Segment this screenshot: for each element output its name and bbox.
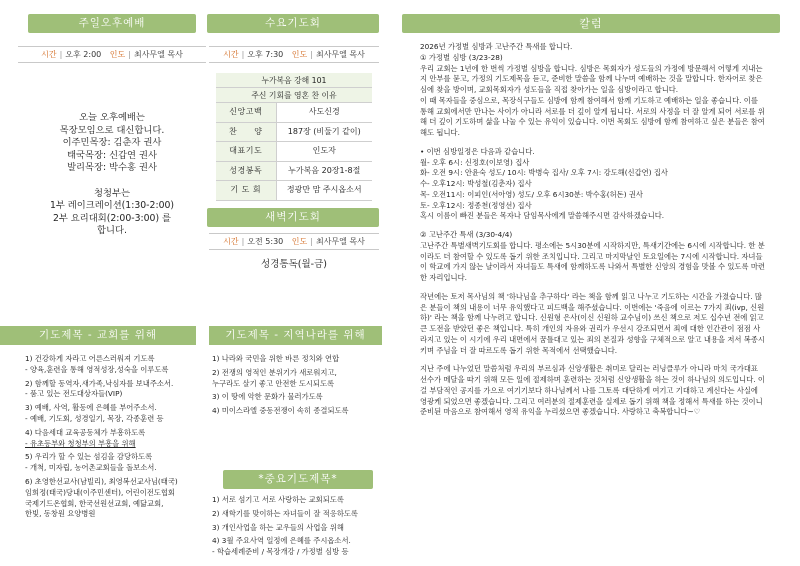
lead-label: 인도 — [291, 50, 308, 59]
list-item: 1) 나라와 국민을 위한 바른 정치와 연합 — [212, 354, 340, 363]
wednesday-time-bar: 시간 | 오후 7:30 인도 | 최사무엘 목사 — [209, 46, 379, 63]
list-item: 3) 개인사업을 하는 교우들의 사업을 위해 — [212, 522, 344, 532]
dawn-header: 새벽기도회 — [207, 208, 379, 227]
row-label: 성경봉독 — [216, 161, 276, 181]
row-value: 187장 (비둘기 같이) — [276, 122, 372, 142]
list-item: 3) 예배, 사역, 활동에 은혜를 부어주소서. - 예배, 기도회, 성경일기, 목장, 각종훈련 등 — [25, 403, 164, 423]
sunday-pm-time-bar: 시간 | 오후 2:00 인도 | 최사무엘 목사 — [18, 46, 206, 63]
dawn-body: 성경통독(월-금) — [261, 259, 327, 270]
table-row — [216, 103, 372, 122]
row-label: 찬 양 — [216, 122, 276, 142]
lead-value: 최사무엘 목사 — [133, 50, 183, 59]
column-paragraph: 지난 주에 나누었던 말씀처럼 우리의 부르심과 신앙생활은 취미로 달리는 러닝클루가 아니라 마치 국가대표 선수가 메달을 따기 위해 모든 일에 절제하며 훈련하는 것처럼 신앙생활을 하는 것이 하나님의 의도입니다. 이걸 부담적인 공지를 가으로 여기기보다 하나님께서 나를 그토록 대단하게 여기고 기대하고 계신다는 사실에 영광케 되었으면 좋겠습니다. 그리고 여러분의 절제훈련을 실제로 돕기 위해 책을 정해서 특새를 하는 것이니 준비된 마음으로 참여해서 영적 유익을 누리셨으면 좋겠습니다. 사랑하고 축복합니다~♡ — [420, 364, 765, 417]
row-label: 기 도 회 — [216, 181, 276, 201]
list-item: - 유초등부와 청청부의 부흥을 위해 — [25, 438, 136, 448]
time-label: 시간 — [41, 50, 57, 59]
sermon-subtitle: 주신 기회를 영혼 찬 이유 — [216, 88, 372, 103]
worship-order-table — [216, 103, 372, 201]
list-item: 5) 우리가 할 수 있는 섬김을 감당하도록 - 개척, 미자립, 농어촌교회들을 돌보소서. — [25, 452, 157, 473]
column-paragraph: 작년에는 토저 목사님의 책 '하나님을 추구하다' 라는 책을 함께 읽고 나누고 기도하는 시간을 가졌습니다. 많은 분들이 책의 내용이 너무 유익했다고 피드백을 해주셨습니다. 이번에는 '죽음에 이르는 7가지 죄(ivp, 신원하)' 라는 책을 함께 나누려고 합니다. 신원형 은사(이신 신원하 교수님이) 쓰신 책으로 저도 십수년 전에 읽고 큰 도전을 받았던 좋은 책입니다. 특히 개인의 자유와 권리가 우선시 강조되면서 죄에 대한 인간관이 점점 사라지고 있는 이 시기에 우리 내면에서 꿈틀대고 있는 죄의 본질과 성향을 구체적으로 알고 내용을 저서 복종시키며 주님을 더 잘 따르도록 돕기 위한 목적에서 선택했습니다. — [420, 291, 765, 355]
prayer-nation-list — [212, 354, 382, 420]
time-value: 오후 2:00 — [65, 50, 102, 59]
table-row — [216, 122, 372, 142]
prayer-nation-header: 기도제목 - 지역나라를 위해 — [209, 326, 382, 345]
prayer-main-header: *중요기도제목* — [223, 470, 373, 489]
lead-label: 인도 — [291, 237, 308, 246]
list-item: 6) 초영한선교사(남빌리), 최영복선교사님(태국) 임희정(태국)당내(이주민센터), 어린이전도협회 국제기드온협회, 한국선원선교회, 예닮교회, 한빛, 동창원 요양병원 — [25, 476, 178, 519]
list-item: 2) 함께할 동역자,새가족,낙심자를 보내주소서. - 품고 있는 전도대상자들(VIP) — [25, 378, 174, 399]
row-value: 정광만 맘 주시옵소서 — [276, 181, 372, 201]
row-value: 누가복음 20장1-8절 — [276, 161, 372, 181]
list-item: 4) 다음세대 교육공동체가 부흥하도록 — [25, 427, 146, 437]
prayer-main-list — [212, 495, 384, 561]
row-value: 사도신경 — [276, 103, 372, 122]
sunday-pm-header: 주일오후예배 — [28, 14, 196, 33]
time-label: 시간 — [223, 50, 239, 59]
row-label: 신앙고백 — [216, 103, 276, 122]
wednesday-header: 수요기도회 — [207, 14, 379, 33]
prayer-church-header: 기도제목 - 교회를 위해 — [0, 326, 196, 345]
list-item: 2) 전쟁의 영적인 분위기가 새로워지고, 누구라도 살기 좋고 안전한 도시되도록 — [212, 367, 337, 388]
column-paragraph: • 이번 심방일정은 다음과 같습니다. 월- 오후 6시: 신정호(이보영) 집사 화- 오전 9시: 안윤숙 성도/ 10시: 박병숙 집사/ 오후 7시: 강도해(신갑연) 집사 수- 오후12시: 박성철(김춘자) 집사 목- 오전11시: 이피인(서아영) 성도/ 오후 6시30분: 박수홍(허돈) 권사 토- 오후12시: 정종천(정영선) 집사 혹시 이름이 빠진 분들은 목자나 담임목사에게 말씀해주시면 감사하겠습니다. — [420, 146, 668, 221]
column-paragraph: ② 고난주간 특새 (3/30-4/4) 고난주간 특별새벽기도회를 합니다. 평소에는 5시30분에 시작하지만, 특새기간에는 6시에 시작합니다. 한 분이라도 더 참여할 수 있도록 돕기 위한 조치입니다. 그리고 마지막날인 토요일에는 7시에 시작합니다. 자녀들이 학교에 가지 않는 날이라서 자녀들도 특새에 함께하도록 나와서 특별한 신앙의 경험을 맛볼 수 있도록 마련한 자리입니다. — [420, 230, 765, 282]
lead-value: 최사무엘 목사 — [315, 50, 365, 59]
wednesday-order — [216, 73, 372, 201]
list-item: 1) 서로 섬기고 서로 사랑하는 교회되도록 — [212, 495, 344, 504]
dawn-time-bar: 시간 | 오전 5:30 인도 | 최사무엘 목사 — [209, 233, 379, 250]
lead-label: 인도 — [109, 50, 126, 59]
column-header: 칼럼 — [402, 14, 780, 33]
table-row — [216, 181, 372, 201]
time-label: 시간 — [223, 237, 239, 246]
prayer-church-list — [25, 354, 203, 523]
list-item: 4) 미이스라엘 중동전쟁이 속히 종결되도록 — [212, 406, 349, 416]
sermon-title: 누가복음 강해 101 — [216, 73, 372, 88]
table-row — [216, 142, 372, 162]
column-paragraph: 2026년 가정별 심방과 고난주간 특새를 합니다. ① 가정별 심방 (3/23-28) 우리 교회는 1년에 한 번씩 가정별 심방을 합니다. 심방은 목회자가 성도들의 가정에 방문해서 어떻게 지내는지 안부를 묻고, 가정의 기도제목을 듣고, 준비한 말씀을 함께 나누며 예배하는 것을 말합니다. 한자어로 찾은 심에 찾을 방이며, 교회목회자가 성도들을 직접 찾아가는 일을 심방이라고 합니다. 이 때 목자들을 중심으로, 목장식구들도 심방에 함께 참여해서 함께 기도하고 예배하는 일을 좋습니다. 이를 통해 교회에서만 만나는 사이가 아니라 서로를 더 깊이 알게 됩니다. 서로의 사정을 더 잘 알게 되어 서로를 위해 더 깊이 기도하며 삶을 나눌 수 있는 유익이 있습니다. 이번 목회도 심방에 함께 참여하고 싶은 분들은 참여해도 됩니다. — [420, 42, 765, 137]
lead-value: 최사무엘 목사 — [315, 237, 365, 246]
list-item: 3) 이 땅에 악한 문화가 물러가도록 — [212, 392, 323, 402]
list-item: 4) 3월 주요사역 일정에 은혜를 주시옵소서. - 학습세례준비 / 목장개강 / 가정별 심방 등 — [212, 536, 351, 557]
time-value: 오전 5:30 — [247, 237, 284, 246]
time-value: 오후 7:30 — [247, 50, 284, 59]
row-label: 대표기도 — [216, 142, 276, 162]
list-item: 1) 건강하게 자라고 어른스러워져 기도록 - 양육,훈련을 통해 영적성장,성숙을 이루도록 — [25, 354, 169, 374]
row-value: 인도자 — [276, 142, 372, 162]
table-row — [216, 161, 372, 181]
column-body — [420, 42, 766, 418]
sunday-pm-notice: 오늘 오후예배는 목장모임으로 대신합니다. 이주민목장: 김춘자 권사 태국목장: 신갑연 권사 발리목장: 박수홍 권사 청청부는 1부 레이크레이션(1:30-2:00) 2부 요리대회(2:00-3:00) 를 합니다. — [49, 112, 175, 237]
list-item: 2) 새학기를 맞이하는 자녀들이 잘 적응하도록 — [212, 508, 358, 518]
